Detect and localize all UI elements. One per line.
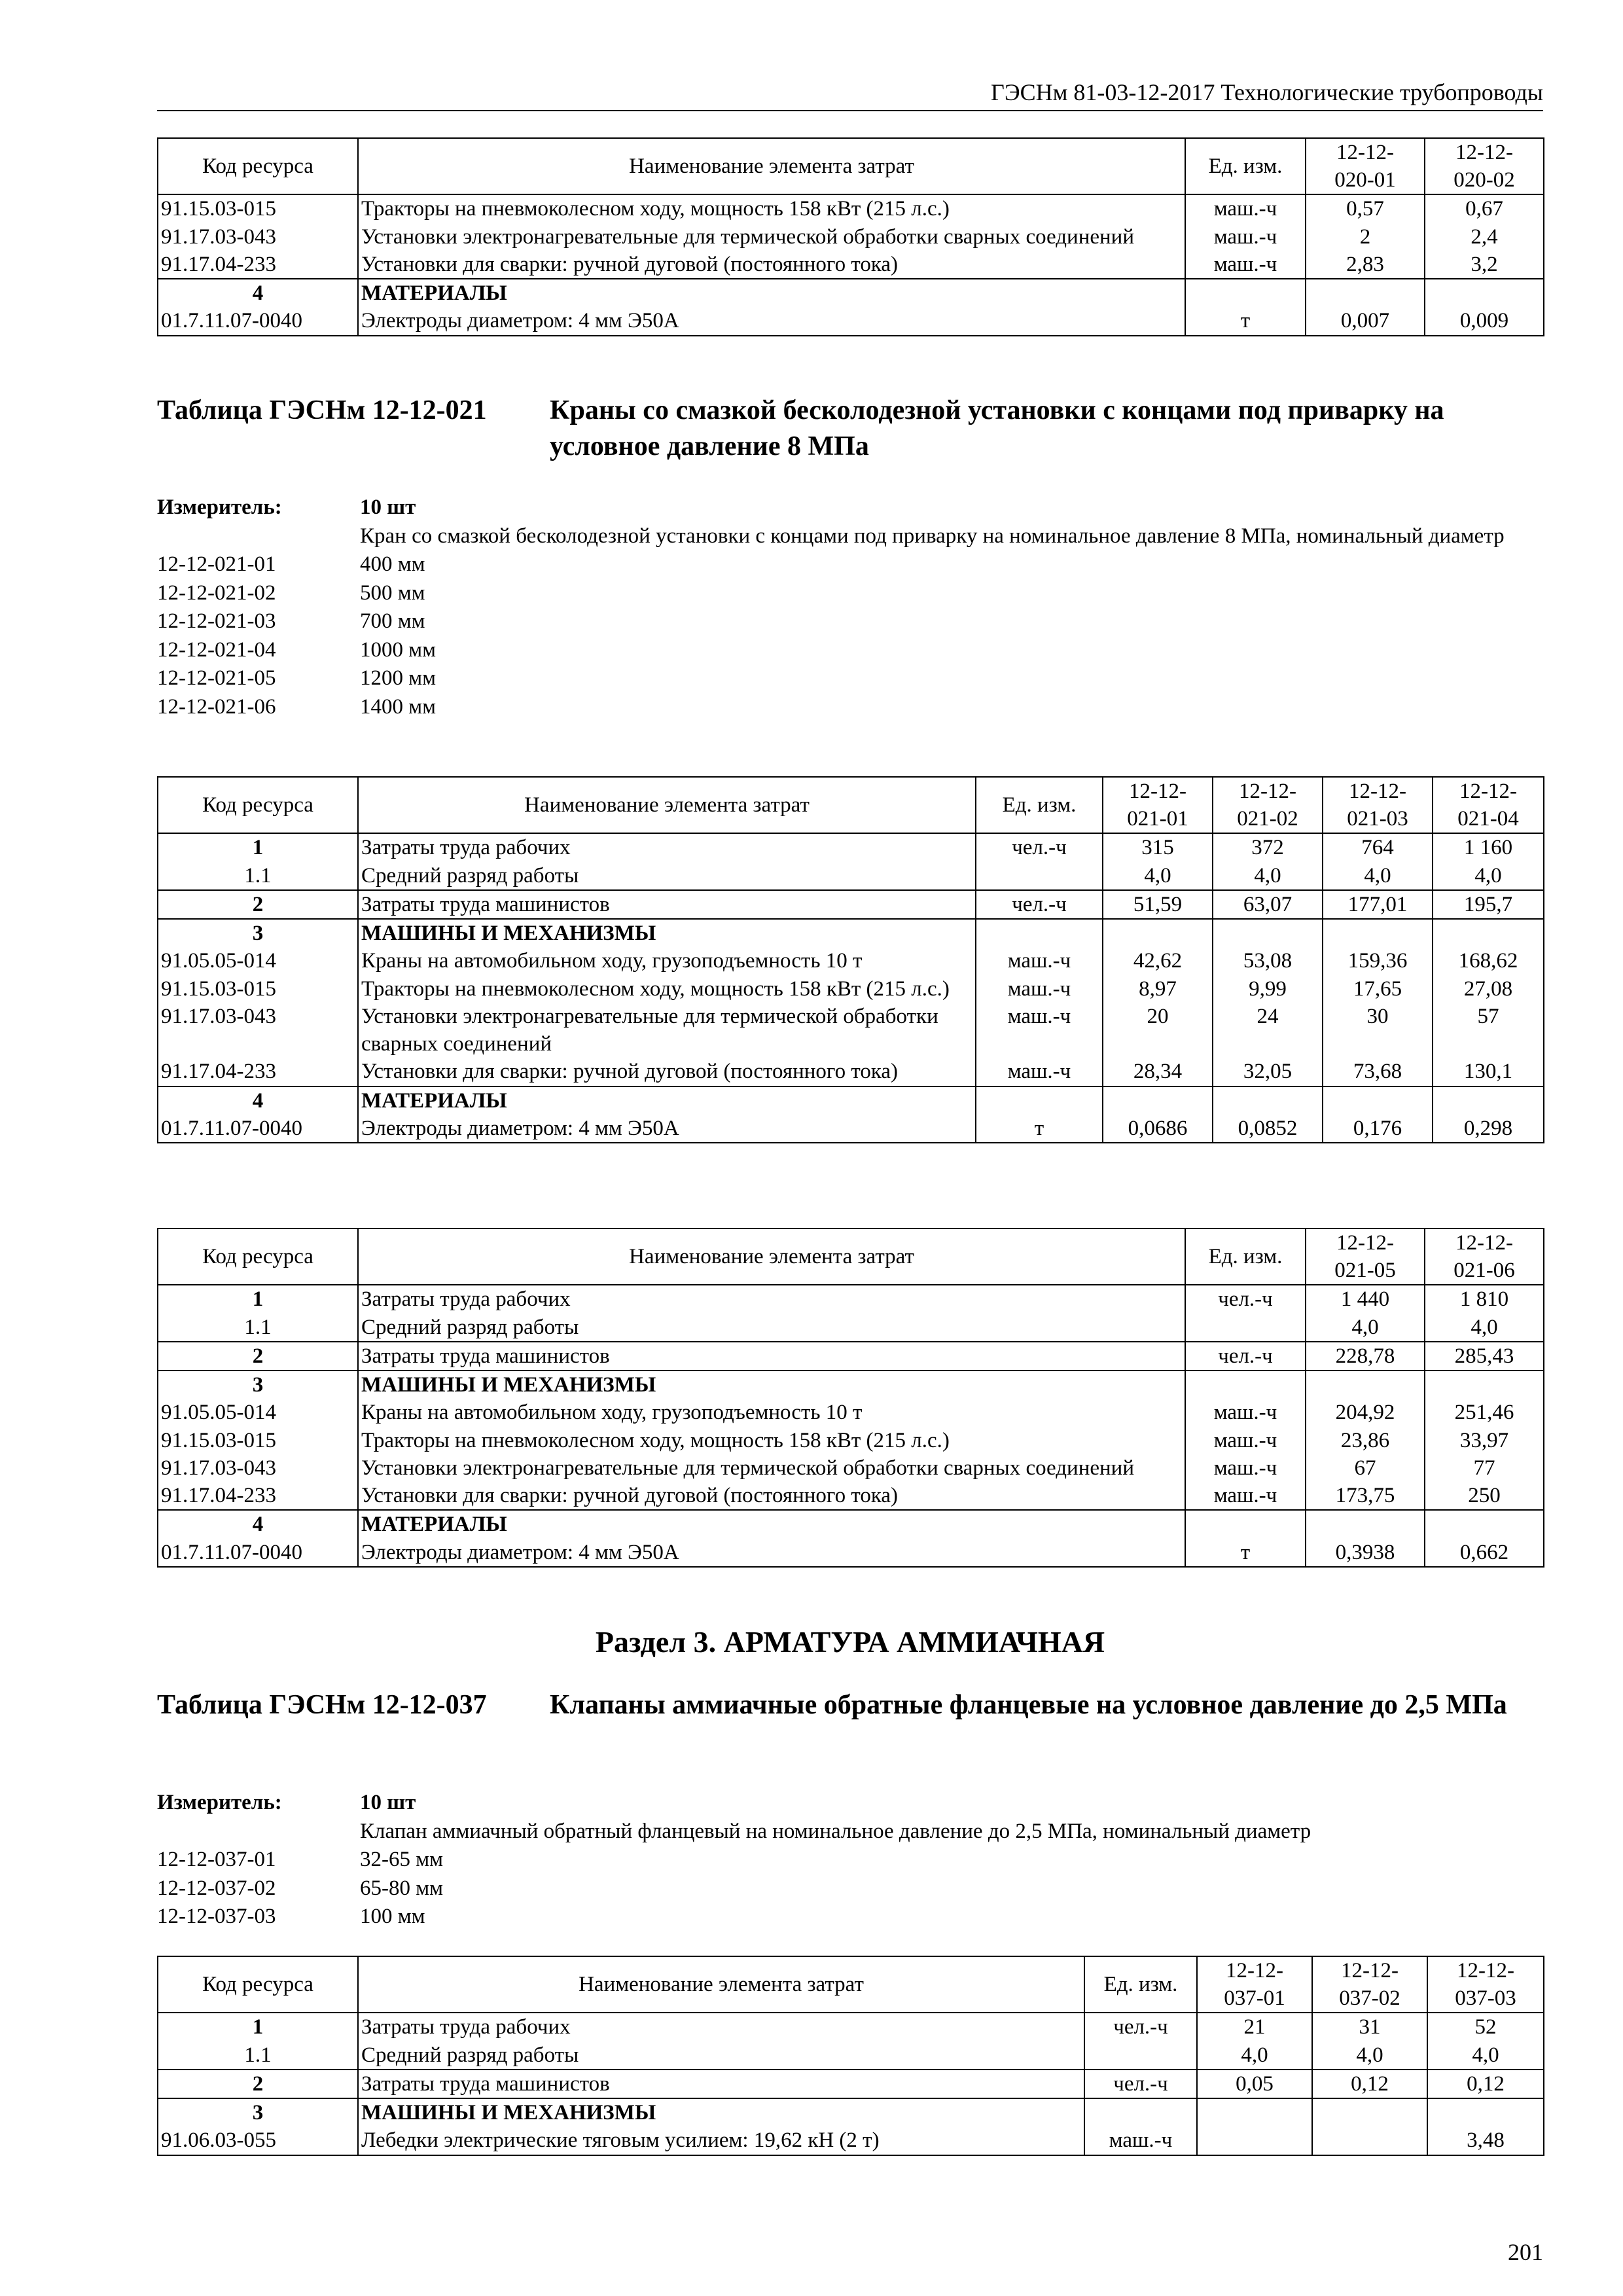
table-row [158, 2098, 1544, 2126]
meter-label: Измеритель: [157, 1791, 282, 1814]
value-cell: 57 [1433, 1003, 1544, 1058]
unit-cell: маш.-ч [976, 1058, 1103, 1086]
resource-code: 91.17.04-233 [158, 1482, 358, 1510]
value-cell [1306, 1510, 1425, 1538]
resource-code: 3 [158, 1371, 358, 1399]
value-cell: 51,59 [1103, 890, 1213, 919]
unit-cell [1185, 1371, 1306, 1399]
value-cell: 23,86 [1306, 1427, 1425, 1454]
resource-code: 1.1 [158, 2041, 358, 2070]
col-header-name: Наименование элемента затрат [358, 777, 976, 833]
col-header-unit: Ед. изм. [1084, 1956, 1197, 2013]
unit-cell: чел.-ч [1185, 1285, 1306, 1313]
value-cell [1323, 919, 1433, 947]
unit-cell: маш.-ч [1185, 1399, 1306, 1426]
cost-element-name: МАТЕРИАЛЫ [358, 1086, 976, 1115]
col-header-code: Код ресурса [158, 1956, 358, 2013]
table-row [158, 2126, 1544, 2155]
resource-code: 4 [158, 1510, 358, 1538]
meter-item [157, 693, 1543, 722]
value-cell: 159,36 [1323, 947, 1433, 975]
unit-cell [1185, 1510, 1306, 1538]
unit-cell: маш.-ч [1185, 1482, 1306, 1510]
value-cell: 315 [1103, 833, 1213, 861]
unit-cell: чел.-ч [1084, 2013, 1197, 2041]
nominal-diameter: 400 мм [360, 552, 425, 577]
page-number: 201 [1508, 2239, 1543, 2265]
col-header-unit: Ед. изм. [976, 777, 1103, 833]
cost-element-name: Затраты труда машинистов [358, 1342, 1185, 1371]
cost-element-name: Установки электронагревательные для термической обработки сварных соединений [358, 1003, 976, 1058]
resource-code: 01.7.11.07-0040 [158, 1539, 358, 1567]
value-cell: 4,0 [1197, 2041, 1312, 2070]
table-row [158, 1454, 1544, 1482]
resource-code: 01.7.11.07-0040 [158, 1115, 358, 1143]
norm-code: 12-12-021-05 [157, 666, 276, 691]
col-header-norm: 12-12- 037-01 [1197, 1956, 1312, 2013]
meter-item [157, 550, 1543, 579]
table-row [158, 1539, 1544, 1567]
value-cell: 1 160 [1433, 833, 1544, 861]
table-row [158, 1427, 1544, 1454]
value-cell: 4,0 [1433, 862, 1544, 890]
value-cell: 0,05 [1197, 2070, 1312, 2098]
unit-cell: чел.-ч [1185, 1342, 1306, 1371]
unit-cell [1084, 2098, 1197, 2126]
cost-element-name: Установки для сварки: ручной дуговой (постоянного тока) [358, 1482, 1185, 1510]
meter-description: Кран со смазкой бесколодезной установки с концами под приварку на номинальное давление 8 МПа, номинальный диаметр [360, 524, 1505, 548]
value-cell: 77 [1425, 1454, 1544, 1482]
table-row [158, 1482, 1544, 1510]
cost-element-name: Электроды диаметром: 4 мм Э50А [358, 307, 1185, 335]
meter-unit: 10 шт [360, 495, 416, 519]
value-cell: 0,3938 [1306, 1539, 1425, 1567]
meter-label: Измеритель: [157, 495, 282, 519]
value-cell: 764 [1323, 833, 1433, 861]
nominal-diameter: 700 мм [360, 609, 425, 634]
value-cell [1103, 919, 1213, 947]
col-header-code: Код ресурса [158, 777, 358, 833]
col-header-norm: 12-12- 021-04 [1433, 777, 1544, 833]
value-cell: 250 [1425, 1482, 1544, 1510]
value-cell: 0,67 [1425, 194, 1544, 223]
value-cell: 4,0 [1306, 1314, 1425, 1342]
section-title: Раздел 3. АРМАТУРА АММИАЧНАЯ [595, 1625, 1105, 1659]
col-header-code: Код ресурса [158, 1229, 358, 1285]
unit-cell: чел.-ч [976, 833, 1103, 861]
value-cell: 2,83 [1306, 251, 1425, 279]
value-cell [1213, 1086, 1323, 1115]
table-row [158, 1510, 1544, 1538]
cost-element-name: МАШИНЫ И МЕХАНИЗМЫ [358, 919, 976, 947]
table-row [158, 833, 1544, 861]
cost-element-name: Тракторы на пневмоколесном ходу, мощность 158 кВт (215 л.с.) [358, 194, 1185, 223]
meter-item [157, 1874, 1543, 1903]
unit-cell [976, 862, 1103, 890]
col-header-unit: Ед. изм. [1185, 1229, 1306, 1285]
nominal-diameter: 32-65 мм [360, 1848, 444, 1872]
unit-cell [976, 1086, 1103, 1115]
table-row [158, 1342, 1544, 1371]
value-cell: 9,99 [1213, 975, 1323, 1003]
cost-element-name: Тракторы на пневмоколесном ходу, мощность 158 кВт (215 л.с.) [358, 1427, 1185, 1454]
value-cell: 4,0 [1312, 2041, 1427, 2070]
norm-code: 12-12-021-06 [157, 694, 276, 719]
table-row [158, 1314, 1544, 1342]
cost-element-name: Краны на автомобильном ходу, грузоподъемность 10 т [358, 947, 976, 975]
value-cell [1323, 1086, 1433, 1115]
value-cell: 130,1 [1433, 1058, 1544, 1086]
unit-cell: маш.-ч [976, 947, 1103, 975]
unit-cell: маш.-ч [1084, 2126, 1197, 2155]
value-cell: 4,0 [1213, 862, 1323, 890]
unit-cell [1185, 279, 1306, 307]
value-cell: 372 [1213, 833, 1323, 861]
norm-code: 12-12-037-01 [157, 1848, 276, 1872]
resource-code: 91.17.03-043 [158, 1003, 358, 1058]
col-header-name: Наименование элемента затрат [358, 138, 1185, 194]
resource-code: 91.17.04-233 [158, 251, 358, 279]
table-row [158, 194, 1544, 223]
col-header-norm: 12-12- 021-03 [1323, 777, 1433, 833]
col-header-name: Наименование элемента затрат [358, 1956, 1084, 2013]
value-cell: 3,48 [1427, 2126, 1544, 2155]
resource-code: 2 [158, 1342, 358, 1371]
value-cell [1425, 1371, 1544, 1399]
resource-code: 91.15.03-015 [158, 975, 358, 1003]
value-cell: 28,34 [1103, 1058, 1213, 1086]
value-cell: 31 [1312, 2013, 1427, 2041]
meter-item [157, 607, 1543, 636]
value-cell [1312, 2098, 1427, 2126]
value-cell [1427, 2098, 1544, 2126]
value-cell: 4,0 [1323, 862, 1433, 890]
norm-code: 12-12-037-03 [157, 1905, 276, 1929]
unit-cell: т [1185, 1539, 1306, 1567]
cost-element-name: Установки электронагревательные для термической обработки сварных соединений [358, 1454, 1185, 1482]
unit-cell [976, 919, 1103, 947]
value-cell [1312, 2126, 1427, 2155]
table-row [158, 279, 1544, 307]
value-cell [1433, 919, 1544, 947]
resource-code: 1 [158, 833, 358, 861]
resource-code: 91.05.05-014 [158, 1399, 358, 1426]
value-cell: 0,12 [1427, 2070, 1544, 2098]
cost-element-name: Затраты труда рабочих [358, 2013, 1084, 2041]
value-cell: 285,43 [1425, 1342, 1544, 1371]
meter-item [157, 664, 1543, 693]
value-cell: 1 440 [1306, 1285, 1425, 1313]
table-row [158, 862, 1544, 890]
unit-cell: маш.-ч [1185, 223, 1306, 251]
cost-element-name: МАТЕРИАЛЫ [358, 279, 1185, 307]
header-row [158, 777, 1544, 833]
unit-cell: маш.-ч [1185, 194, 1306, 223]
value-cell: 30 [1323, 1003, 1433, 1058]
value-cell: 4,0 [1425, 1314, 1544, 1342]
table-row [158, 1371, 1544, 1399]
resource-table-021-b [157, 1228, 1544, 1568]
nominal-diameter: 500 мм [360, 581, 425, 605]
header-row [158, 1956, 1544, 2013]
running-header: ГЭСНм 81-03-12-2017 Технологические трубопроводы [157, 79, 1543, 111]
value-cell: 33,97 [1425, 1427, 1544, 1454]
norm-code: 12-12-021-04 [157, 637, 276, 662]
value-cell: 0,009 [1425, 307, 1544, 335]
value-cell: 17,65 [1323, 975, 1433, 1003]
table-row [158, 975, 1544, 1003]
meter-block-021 [157, 493, 1543, 721]
unit-cell: чел.-ч [1084, 2070, 1197, 2098]
value-cell: 177,01 [1323, 890, 1433, 919]
value-cell [1103, 1086, 1213, 1115]
resource-code: 01.7.11.07-0040 [158, 307, 358, 335]
value-cell: 27,08 [1433, 975, 1544, 1003]
resource-code: 1 [158, 1285, 358, 1313]
cost-element-name: Установки электронагревательные для термической обработки сварных соединений [358, 223, 1185, 251]
value-cell: 63,07 [1213, 890, 1323, 919]
header-row [158, 1229, 1544, 1285]
nominal-diameter: 1400 мм [360, 694, 437, 719]
cost-element-name: Электроды диаметром: 4 мм Э50А [358, 1115, 976, 1143]
meter-block-037 [157, 1789, 1543, 1931]
cost-element-name: Установки для сварки: ручной дуговой (постоянного тока) [358, 1058, 976, 1086]
cost-element-name: МАШИНЫ И МЕХАНИЗМЫ [358, 1371, 1185, 1399]
unit-cell: маш.-ч [1185, 1427, 1306, 1454]
col-header-norm: 12-12- 037-02 [1312, 1956, 1427, 2013]
value-cell: 3,2 [1425, 251, 1544, 279]
table-number: Таблица ГЭСНм 12-12-037 [157, 1690, 487, 1720]
value-cell: 168,62 [1433, 947, 1544, 975]
value-cell [1425, 279, 1544, 307]
cost-element-name: МАТЕРИАЛЫ [358, 1510, 1185, 1538]
value-cell: 0,298 [1433, 1115, 1544, 1143]
value-cell: 4,0 [1103, 862, 1213, 890]
cost-element-name: Лебедки электрические тяговым усилием: 19,62 кН (2 т) [358, 2126, 1084, 2155]
nominal-diameter: 65-80 мм [360, 1876, 444, 1900]
unit-cell [1185, 1314, 1306, 1342]
unit-cell: т [1185, 307, 1306, 335]
value-cell: 8,97 [1103, 975, 1213, 1003]
table-row [158, 223, 1544, 251]
value-cell [1306, 279, 1425, 307]
resource-table-037 [157, 1956, 1544, 2156]
cost-element-name: МАШИНЫ И МЕХАНИЗМЫ [358, 2098, 1084, 2126]
cost-element-name: Средний разряд работы [358, 862, 976, 890]
value-cell: 228,78 [1306, 1342, 1425, 1371]
nominal-diameter: 1200 мм [360, 666, 437, 691]
resource-code: 3 [158, 919, 358, 947]
resource-code: 1.1 [158, 862, 358, 890]
meter-item [157, 636, 1543, 665]
col-header-norm: 12-12- 020-01 [1306, 138, 1425, 194]
table-row [158, 1086, 1544, 1115]
unit-cell: т [976, 1115, 1103, 1143]
value-cell: 67 [1306, 1454, 1425, 1482]
value-cell: 2 [1306, 223, 1425, 251]
norm-code: 12-12-021-01 [157, 552, 276, 577]
norm-code: 12-12-037-02 [157, 1876, 276, 1900]
resource-code: 91.06.03-055 [158, 2126, 358, 2155]
value-cell: 0,0852 [1213, 1115, 1323, 1143]
header-row [158, 138, 1544, 194]
value-cell: 0,12 [1312, 2070, 1427, 2098]
cost-element-name: Затраты труда рабочих [358, 833, 976, 861]
table-row [158, 1003, 1544, 1058]
resource-code: 2 [158, 2070, 358, 2098]
table-row [158, 890, 1544, 919]
cost-element-name: Установки для сварки: ручной дуговой (постоянного тока) [358, 251, 1185, 279]
resource-code: 91.17.03-043 [158, 223, 358, 251]
table-row [158, 947, 1544, 975]
cost-element-name: Затраты труда машинистов [358, 890, 976, 919]
value-cell [1306, 1371, 1425, 1399]
meter-description: Клапан аммиачный обратный фланцевый на номинальное давление до 2,5 МПа, номинальный диаметр [360, 1819, 1311, 1843]
value-cell: 21 [1197, 2013, 1312, 2041]
resource-code: 1 [158, 2013, 358, 2041]
resource-code: 1.1 [158, 1314, 358, 1342]
resource-code: 3 [158, 2098, 358, 2126]
table-row [158, 2070, 1544, 2098]
value-cell: 0,57 [1306, 194, 1425, 223]
col-header-unit: Ед. изм. [1185, 138, 1306, 194]
unit-cell [1084, 2041, 1197, 2070]
unit-cell: маш.-ч [976, 975, 1103, 1003]
value-cell: 195,7 [1433, 890, 1544, 919]
resource-code: 4 [158, 1086, 358, 1115]
value-cell [1433, 1086, 1544, 1115]
table-row [158, 919, 1544, 947]
resource-code: 91.15.03-015 [158, 1427, 358, 1454]
table-row [158, 1399, 1544, 1426]
resource-code: 2 [158, 890, 358, 919]
table-row [158, 1115, 1544, 1143]
table-row [158, 1285, 1544, 1313]
resource-code: 91.17.04-233 [158, 1058, 358, 1086]
value-cell [1425, 1510, 1544, 1538]
col-header-norm: 12-12- 021-01 [1103, 777, 1213, 833]
value-cell: 52 [1427, 2013, 1544, 2041]
value-cell: 251,46 [1425, 1399, 1544, 1426]
resource-code: 91.17.03-043 [158, 1454, 358, 1482]
value-cell: 32,05 [1213, 1058, 1323, 1086]
value-cell [1213, 919, 1323, 947]
col-header-norm: 12-12- 020-02 [1425, 138, 1544, 194]
nominal-diameter: 100 мм [360, 1905, 425, 1929]
meter-item [157, 1903, 1543, 1931]
col-header-norm: 12-12- 021-02 [1213, 777, 1323, 833]
resource-code: 91.15.03-015 [158, 194, 358, 223]
table-row [158, 307, 1544, 335]
norm-code: 12-12-021-03 [157, 609, 276, 634]
table-number: Таблица ГЭСНм 12-12-021 [157, 395, 487, 425]
value-cell: 0,662 [1425, 1539, 1544, 1567]
col-header-code: Код ресурса [158, 138, 358, 194]
meter-item [157, 579, 1543, 608]
value-cell: 173,75 [1306, 1482, 1425, 1510]
cost-element-name: Затраты труда машинистов [358, 2070, 1084, 2098]
col-header-name: Наименование элемента затрат [358, 1229, 1185, 1285]
value-cell: 42,62 [1103, 947, 1213, 975]
norm-code: 12-12-021-02 [157, 581, 276, 605]
value-cell [1197, 2098, 1312, 2126]
resource-table-021-a [157, 776, 1544, 1143]
value-cell [1197, 2126, 1312, 2155]
value-cell: 4,0 [1427, 2041, 1544, 2070]
value-cell: 73,68 [1323, 1058, 1433, 1086]
value-cell: 0,007 [1306, 307, 1425, 335]
value-cell: 24 [1213, 1003, 1323, 1058]
table-row [158, 251, 1544, 279]
value-cell: 2,4 [1425, 223, 1544, 251]
nominal-diameter: 1000 мм [360, 637, 437, 662]
value-cell: 1 810 [1425, 1285, 1544, 1313]
value-cell: 53,08 [1213, 947, 1323, 975]
unit-cell: маш.-ч [1185, 251, 1306, 279]
unit-cell: чел.-ч [976, 890, 1103, 919]
col-header-norm: 12-12- 021-06 [1425, 1229, 1544, 1285]
resource-code: 4 [158, 279, 358, 307]
cost-element-name: Краны на автомобильном ходу, грузоподъемность 10 т [358, 1399, 1185, 1426]
meter-item [157, 1846, 1543, 1874]
unit-cell: маш.-ч [976, 1003, 1103, 1058]
meter-unit: 10 шт [360, 1791, 416, 1814]
value-cell: 0,176 [1323, 1115, 1433, 1143]
cost-element-name: Тракторы на пневмоколесном ходу, мощность 158 кВт (215 л.с.) [358, 975, 976, 1003]
resource-code: 91.05.05-014 [158, 947, 358, 975]
table-row [158, 1058, 1544, 1086]
col-header-norm: 12-12- 021-05 [1306, 1229, 1425, 1285]
col-header-norm: 12-12- 037-03 [1427, 1956, 1544, 2013]
value-cell: 204,92 [1306, 1399, 1425, 1426]
value-cell: 20 [1103, 1003, 1213, 1058]
unit-cell: маш.-ч [1185, 1454, 1306, 1482]
cost-element-name: Средний разряд работы [358, 2041, 1084, 2070]
table-row [158, 2013, 1544, 2041]
resource-table-020 [157, 137, 1544, 336]
cost-element-name: Электроды диаметром: 4 мм Э50А [358, 1539, 1185, 1567]
cost-element-name: Затраты труда рабочих [358, 1285, 1185, 1313]
table-row [158, 2041, 1544, 2070]
table-name: Краны со смазкой бесколодезной установки с концами под приварку на условное давление 8 МПа [550, 395, 1444, 461]
cost-element-name: Средний разряд работы [358, 1314, 1185, 1342]
table-name: Клапаны аммиачные обратные фланцевые на условное давление до 2,5 МПа [550, 1690, 1507, 1720]
value-cell: 0,0686 [1103, 1115, 1213, 1143]
